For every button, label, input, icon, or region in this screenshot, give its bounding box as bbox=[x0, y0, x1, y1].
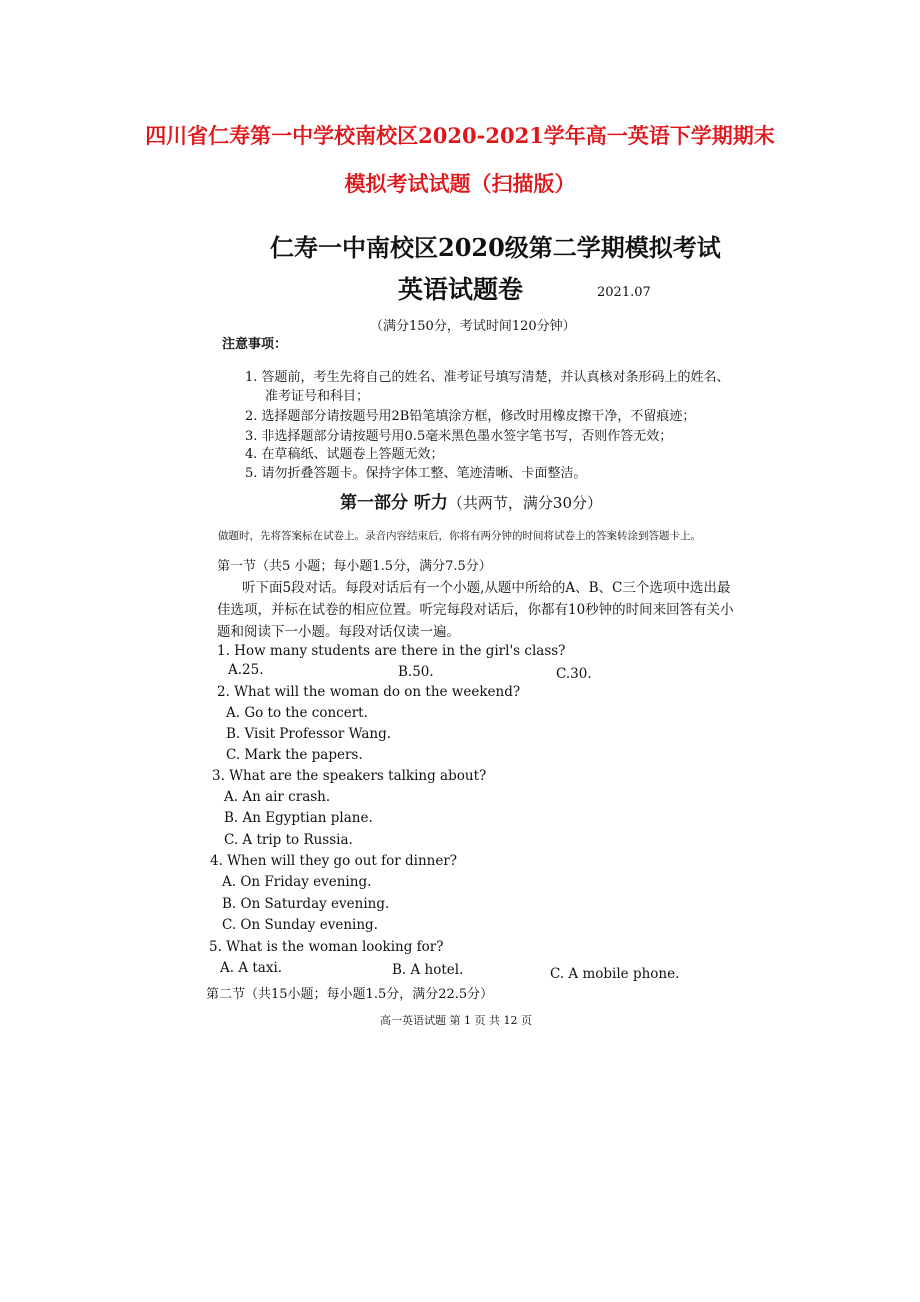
section1-desc: 题和阅读下一小题。每段对话仅读一遍。 bbox=[217, 624, 460, 640]
option: A. On Friday evening. bbox=[222, 874, 372, 890]
option: C. Mark the papers. bbox=[226, 747, 363, 763]
section1-desc: 佳选项，并标在试卷的相应位置。听完每段对话后，你都有10秒钟的时间来回答有关小 bbox=[217, 602, 734, 618]
title-line: 四川省仁寿第一中学校南校区2020-2021学年高一英语下学期期末 bbox=[145, 123, 775, 148]
option: B. A hotel. bbox=[392, 962, 464, 978]
note-item: 2. 选择题部分请按题号用2B铅笔填涂方框，修改时用橡皮擦干净，不留痕迹； bbox=[245, 409, 696, 424]
title-line: 模拟考试试题（扫描版） bbox=[344, 171, 576, 196]
option: C. A trip to Russia. bbox=[224, 832, 353, 848]
option: C. A mobile phone. bbox=[550, 966, 680, 982]
part1-label: 第一部分 听力 bbox=[340, 493, 448, 513]
section1-title: 第一节（共5 小题；每小题1.5分，满分7.5分） bbox=[217, 559, 492, 574]
question: 4. When will they go out for dinner? bbox=[210, 853, 458, 869]
question: 5. What is the woman looking for? bbox=[209, 939, 444, 955]
note-item: 5. 请勿折叠答题卡。保持字体工整、笔迹清晰、卡面整洁。 bbox=[245, 466, 587, 481]
option: B. Visit Professor Wang. bbox=[226, 726, 392, 742]
part1-sub: （共两节，满分30分） bbox=[447, 494, 603, 512]
option: A. Go to the concert. bbox=[226, 705, 368, 721]
section2-title: 第二节（共15小题；每小题1.5分，满分22.5分） bbox=[206, 987, 494, 1002]
note-item: 准考证号和科目； bbox=[265, 389, 370, 404]
note-item: 4. 在草稿纸、试题卷上答题无效； bbox=[245, 447, 444, 462]
note-item: 3. 非选择题部分请按题号用0.5毫米黑色墨水签字笔书写，否则作答无效； bbox=[245, 429, 673, 444]
question: 3. What are the speakers talking about? bbox=[212, 768, 487, 784]
part1-instructions: 做题时，先将答案标在试卷上。录音内容结束后，你将有两分钟的时间将试卷上的答案转涂到答题卡上。 bbox=[218, 530, 701, 542]
section1-desc: 听下面5段对话。每段对话后有一个小题,从题中所给的A、B、C三个选项中选出最 bbox=[242, 580, 731, 596]
option: A. An air crash. bbox=[224, 789, 331, 805]
exam-heading: 仁寿一中南校区2020级第二学期模拟考试 bbox=[270, 233, 721, 262]
option: C. On Sunday evening. bbox=[222, 917, 378, 933]
part1-title bbox=[340, 488, 602, 513]
notes-title: 注意事项： bbox=[222, 337, 288, 352]
document-title bbox=[60, 112, 860, 208]
exam-date: 2021.07 bbox=[597, 285, 651, 300]
exam-subheading: 英语试题卷 bbox=[398, 275, 524, 304]
option: B. An Egyptian plane. bbox=[224, 810, 373, 826]
question: 1. How many students are there in the girl's class? bbox=[217, 643, 566, 659]
option: A.25. bbox=[228, 662, 264, 678]
note-item: 1. 答题前，考生先将自己的姓名、准考证号填写清楚，并认真核对条形码上的姓名、 bbox=[245, 370, 730, 385]
option: A. A taxi. bbox=[220, 960, 283, 976]
option: C.30. bbox=[556, 666, 592, 682]
option: B. On Saturday evening. bbox=[222, 896, 390, 912]
option: B.50. bbox=[398, 664, 434, 680]
page-footer: 高一英语试题 第 1 页 共 12 页 bbox=[380, 1014, 532, 1027]
score-time: （满分150分，考试时间120分钟） bbox=[370, 319, 576, 334]
question: 2. What will the woman do on the weekend? bbox=[217, 684, 521, 700]
